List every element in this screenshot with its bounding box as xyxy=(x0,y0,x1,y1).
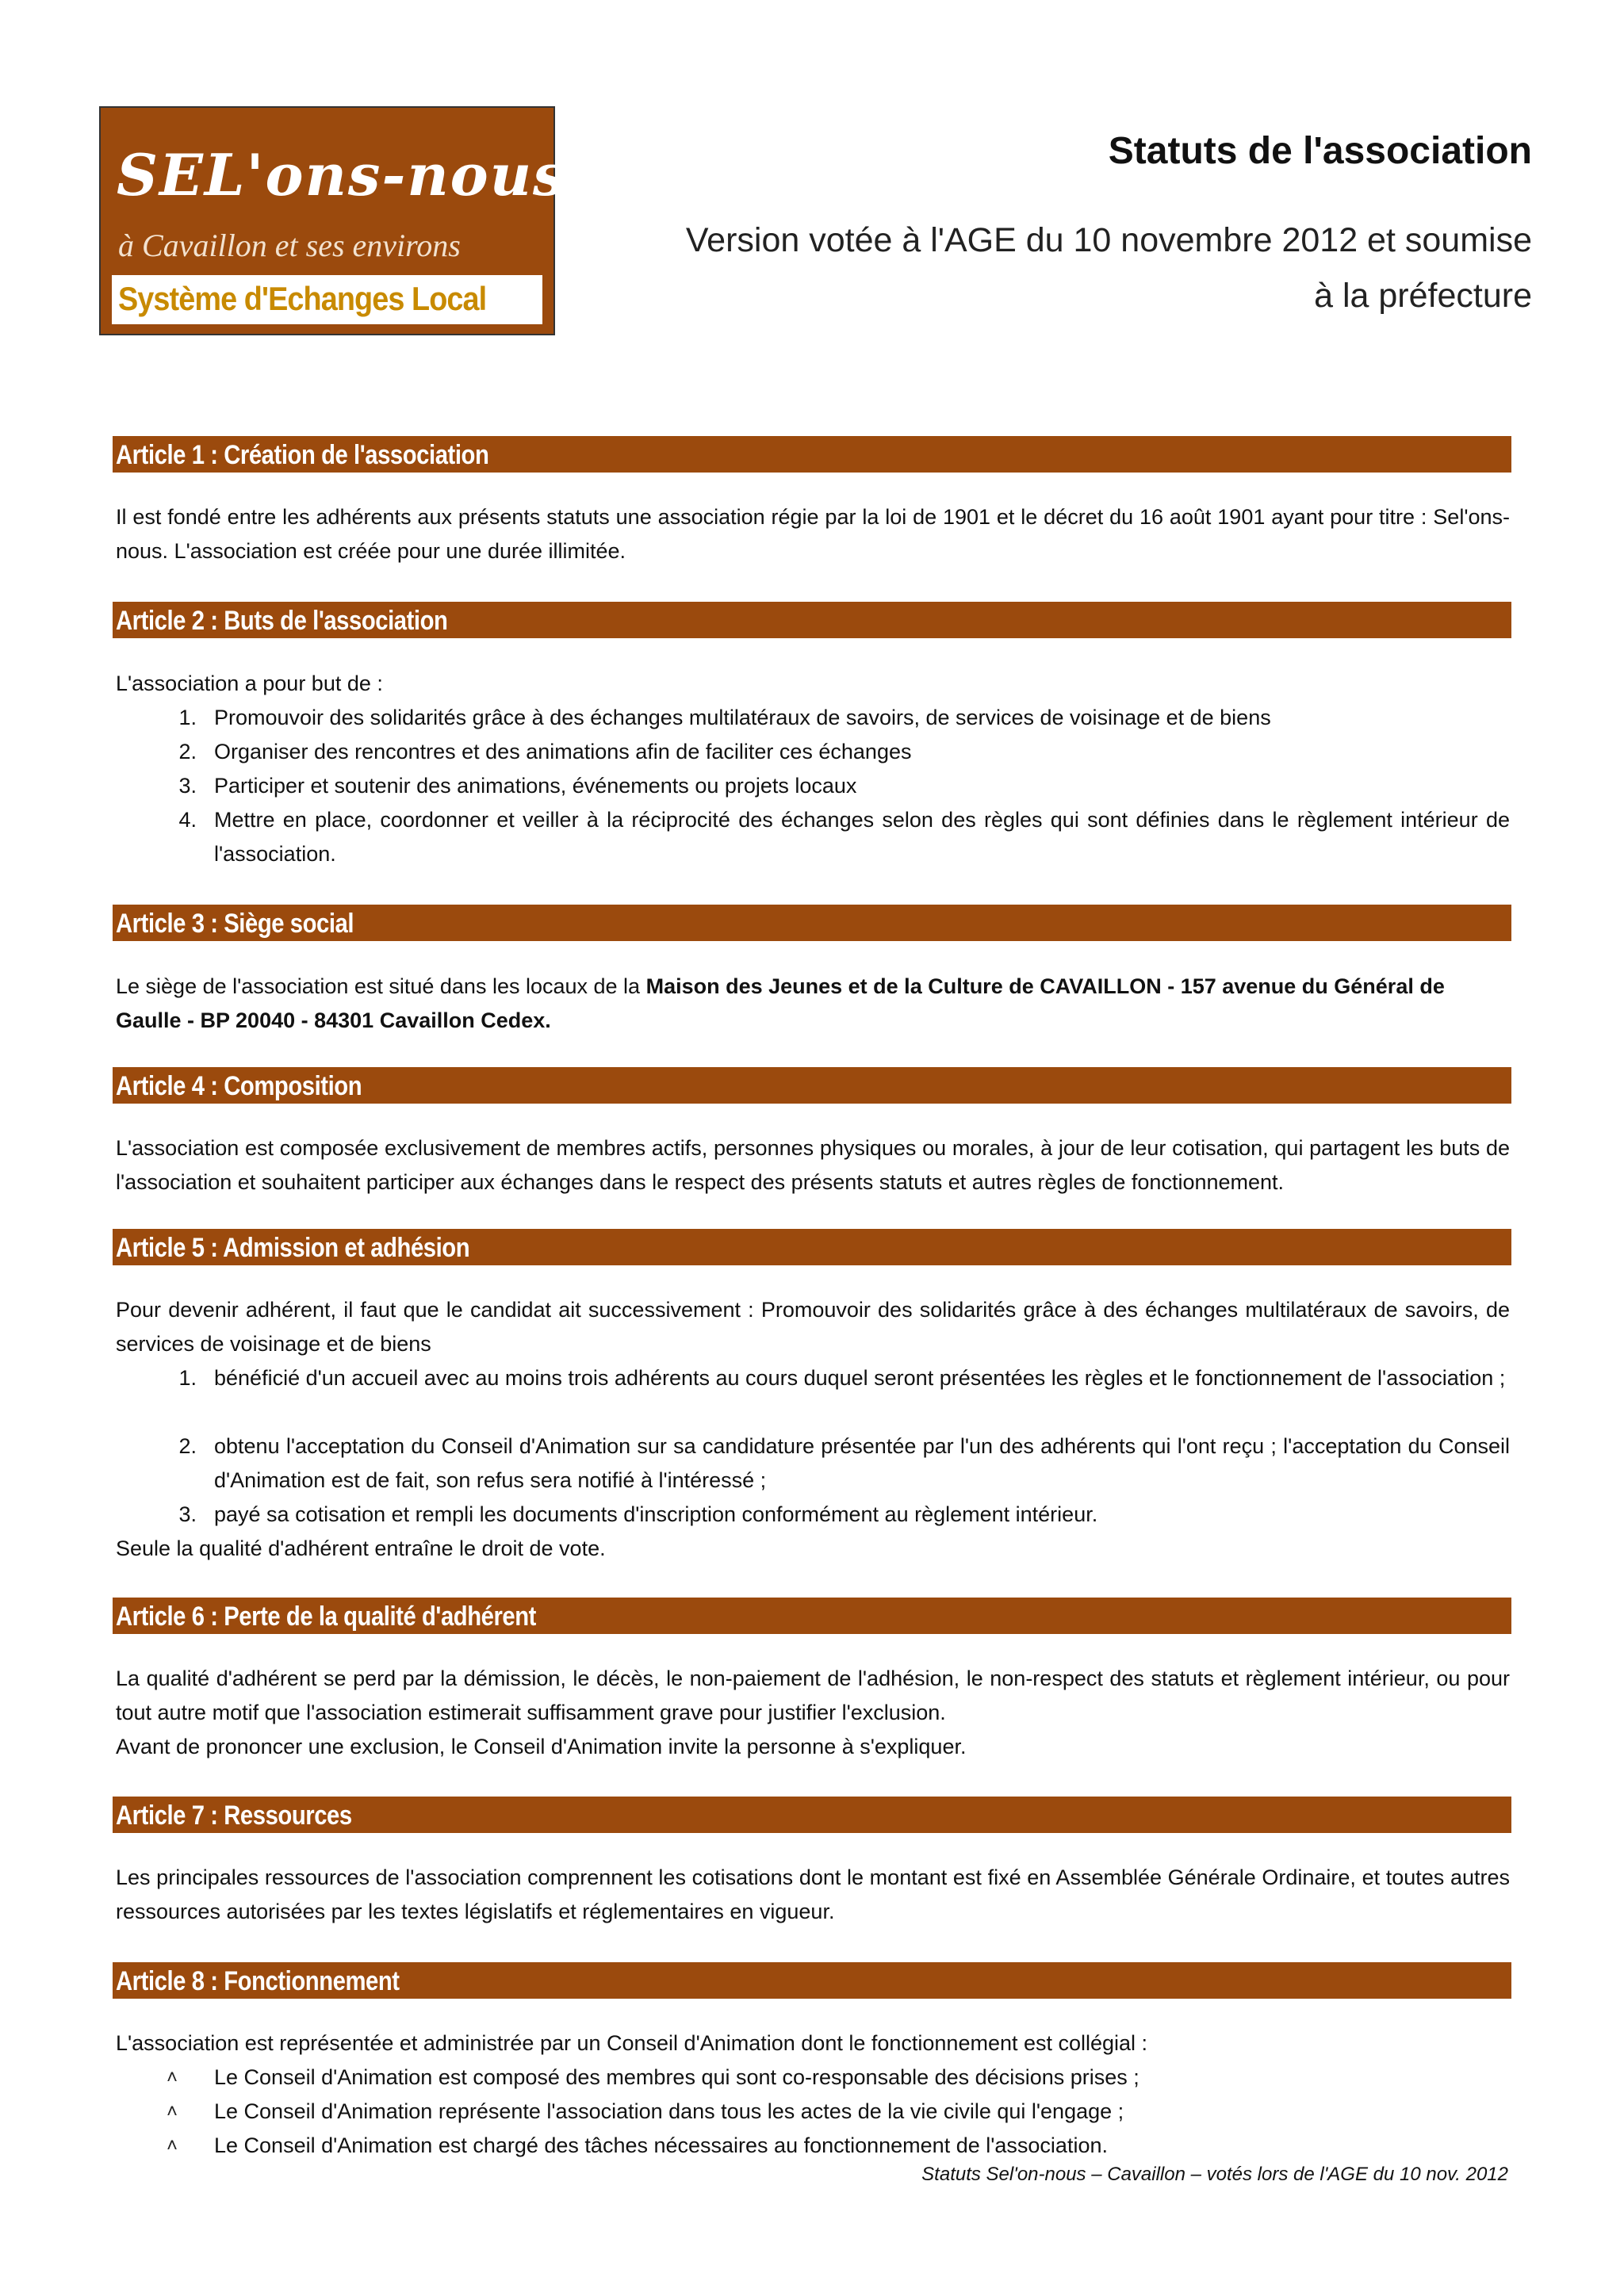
article-3-text-plain: Le siège de l'association est situé dans les locaux de la xyxy=(116,974,646,998)
article-4-text: L'association est composée exclusivement de membres actifs, personnes physiques ou morales, à jour de leur cotisation, qui partagent les buts de l'association et souhaitent participer aux échanges dans le respect des présents statuts et autres règles de fonctionnement. xyxy=(116,1136,1510,1194)
caret-arrow-icon: ˄ xyxy=(167,2135,178,2156)
list-text: Promouvoir des solidarités grâce à des échanges multilatéraux de savoirs, de services de voisinage et de biens xyxy=(214,706,1271,729)
list-text: payé sa cotisation et rempli les documents d'inscription conformément au règlement intérieur. xyxy=(214,1502,1098,1526)
article-2-heading xyxy=(113,602,1511,638)
caret-arrow-icon: ˄ xyxy=(167,2067,178,2088)
list-text: Participer et soutenir des animations, événements ou projets locaux xyxy=(214,774,857,798)
article-5-intro: Pour devenir adhérent, il faut que le candidat ait successivement : Promouvoir des solidarités grâce à des échanges multilatéraux de savoirs, de services de voisinage et de biens xyxy=(116,1298,1510,1356)
article-6-title: Article 6 : Perte de la qualité d'adhérent xyxy=(116,1601,537,1632)
article-5-heading xyxy=(113,1229,1511,1265)
page-title: Statuts de l'association xyxy=(1108,130,1532,172)
list-number: 1. xyxy=(178,1366,197,1390)
list-text: Mettre en place, coordonner et veiller à la réciprocité des échanges selon des règles qui sont définies dans le règlement intérieur de l'association. xyxy=(214,808,1510,866)
article-6-heading xyxy=(113,1598,1511,1634)
caret-arrow-icon: ˄ xyxy=(167,2101,178,2122)
list-number: 2. xyxy=(178,740,197,763)
article-1-heading xyxy=(113,436,1511,473)
logo-band xyxy=(112,275,542,324)
logo xyxy=(99,106,567,335)
list-text: Le Conseil d'Animation est chargé des tâches nécessaires au fonctionnement de l'association. xyxy=(214,2133,1108,2157)
article-5-title: Article 5 : Admission et adhésion xyxy=(116,1233,470,1263)
list-number: 4. xyxy=(178,808,197,832)
article-4-title: Article 4 : Composition xyxy=(116,1071,362,1101)
article-3-title: Article 3 : Siège social xyxy=(116,909,354,939)
article-4-heading xyxy=(113,1067,1511,1104)
list-number: 3. xyxy=(178,1502,197,1526)
page-subtitle: Version votée à l'AGE du 10 novembre 2012 et soumise à la préfecture xyxy=(685,221,1532,315)
article-2-title: Article 2 : Buts de l'association xyxy=(116,606,448,636)
logo-subtitle: à Cavaillon et ses environs xyxy=(118,228,461,263)
list-text: bénéficié d'un accueil avec au moins trois adhérents au cours duquel seront présentées les règles et le fonctionnement de l'association ; xyxy=(214,1366,1506,1390)
article-6-text-2: Avant de prononcer une exclusion, le Conseil d'Animation invite la personne à s'expliquer. xyxy=(116,1735,967,1758)
article-6-text: La qualité d'adhérent se perd par la démission, le décès, le non-paiement de l'adhésion, le non-respect des statuts et règlement intérieur, ou pour tout autre motif que l'association estimerait suffisamment grave pour justifier l'exclusion. xyxy=(116,1667,1510,1724)
list-number: 3. xyxy=(178,774,197,798)
list-text: obtenu l'acceptation du Conseil d'Animation sur sa candidature présentée par l'un des adhérents qui l'ont reçu ; l'acceptation du Conseil d'Animation est de fait, son refus sera notifié à l'intéressé ; xyxy=(214,1434,1510,1492)
list-text: Organiser des rencontres et des animations afin de faciliter ces échanges xyxy=(214,740,912,763)
article-1-text: Il est fondé entre les adhérents aux présents statuts une association régie par la loi de 1901 et le décret du 16 août 1901 ayant pour titre : Sel'ons-nous. L'association est créée pour une durée illimitée. xyxy=(116,505,1510,563)
article-5-outro: Seule la qualité d'adhérent entraîne le droit de vote. xyxy=(116,1536,606,1560)
list-number: 1. xyxy=(178,706,197,729)
article-7-text: Les principales ressources de l'association comprennent les cotisations dont le montant est fixé en Assemblée Générale Ordinaire, et toutes autres ressources autorisées par les textes législatifs et réglementaires en vigueur. xyxy=(116,1866,1510,1923)
list-text: Le Conseil d'Animation est composé des membres qui sont co-responsable des décisions prises ; xyxy=(214,2065,1139,2089)
article-7-heading xyxy=(113,1797,1511,1833)
logo-title: SEL'ons-nous xyxy=(117,141,567,209)
article-3-text xyxy=(116,970,1510,1038)
list-text: Le Conseil d'Animation représente l'association dans tous les actes de la vie civile qui l'engage ; xyxy=(214,2099,1124,2123)
article-8-heading xyxy=(113,1962,1511,1999)
article-1-title: Article 1 : Création de l'association xyxy=(116,440,489,470)
article-8-intro: L'association est représentée et administrée par un Conseil d'Animation dont le fonctionnement est collégial : xyxy=(116,2031,1148,2055)
article-3-heading xyxy=(113,905,1511,941)
article-3-address: Maison des Jeunes et de la Culture de CAVAILLON - 157 avenue du Général de Gaulle - BP 20040 - 84301 Cavaillon Cedex. xyxy=(116,974,1445,1032)
logo-band-text: Système d'Echanges Local xyxy=(118,280,487,317)
article-7-title: Article 7 : Ressources xyxy=(116,1800,352,1831)
page-footer: Statuts Sel'on-nous – Cavaillon – votés lors de l'AGE du 10 nov. 2012 xyxy=(921,2164,1508,2185)
list-number: 2. xyxy=(178,1434,197,1458)
article-8-title: Article 8 : Fonctionnement xyxy=(116,1966,400,1996)
article-2-intro: L'association a pour but de : xyxy=(116,672,383,695)
